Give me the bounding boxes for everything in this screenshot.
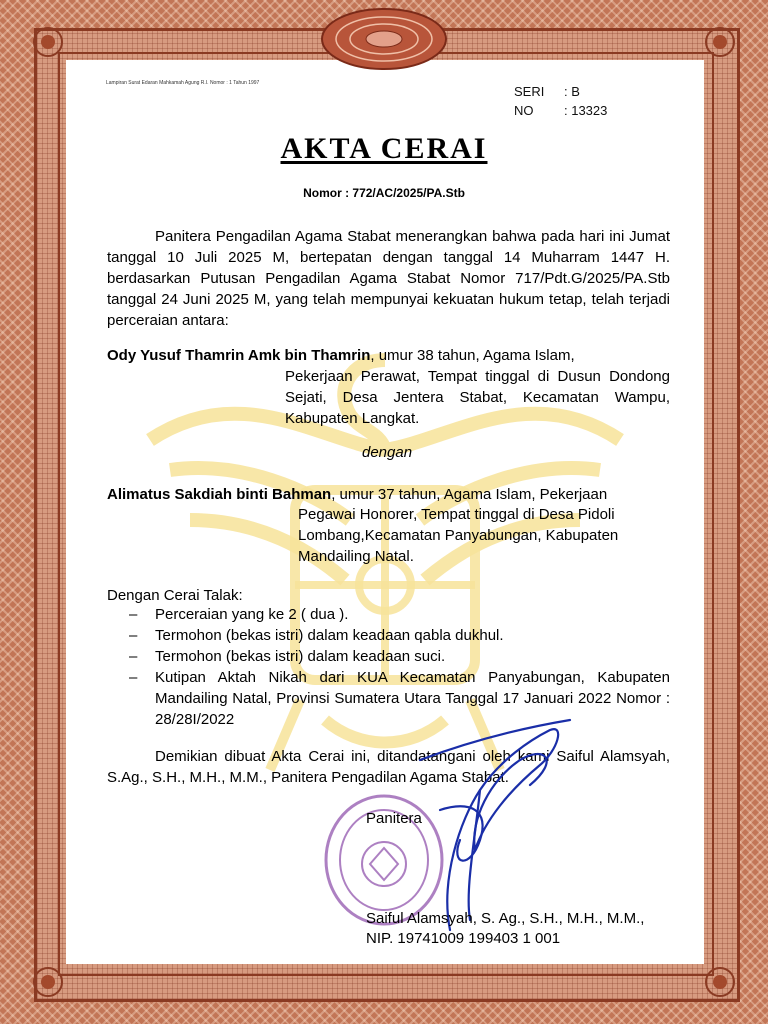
party1-line1: , umur 38 tahun, Agama Islam, — [370, 347, 575, 364]
list-item-text: Perceraian yang ke 2 ( dua ). — [155, 606, 349, 623]
closing-text: Demikian dibuat Akta Cerai ini, ditandatangani oleh kami Saiful Alamsyah, S.Ag., S.H., M.H., M.M., Panitera Pengadilan Agama Stabat. — [107, 748, 670, 786]
signer-title: Panitera — [366, 810, 422, 827]
list-item — [107, 646, 670, 667]
party1-name: Ody Yusuf Thamrin Amk bin Thamrin — [107, 347, 371, 364]
document-title — [0, 132, 768, 166]
list-item — [107, 604, 670, 625]
signer-nip: NIP. 19741009 199403 1 001 — [366, 930, 561, 947]
party2-line1: , umur 37 tahun, Agama Islam, Pekerjaan — [331, 486, 608, 503]
list-item-text: Termohon (bekas istri) dalam keadaan suci. — [155, 648, 446, 665]
rosette-ornament-icon — [318, 6, 450, 72]
serial-block — [514, 82, 607, 120]
party2-details: Pegawai Honorer, Tempat tinggal di Desa Pidoli Lombang,Kecamatan Panyabungan, Kabupaten Mandailing Natal. — [298, 506, 619, 565]
dash-bullet: – — [129, 606, 138, 623]
party2-line — [107, 484, 652, 505]
list-item — [107, 625, 670, 646]
signer-name: Saiful Alamsyah, S. Ag., S.H., M.H., M.M., — [366, 910, 645, 927]
handwritten-signature-icon — [380, 690, 580, 940]
cerai-heading: Dengan Cerai Talak: — [107, 587, 243, 604]
dash-bullet: – — [129, 627, 138, 644]
seri-label: SERI — [514, 84, 545, 99]
intro-paragraph — [107, 226, 670, 331]
no-label: NO — [514, 103, 534, 118]
no-value: : 13323 — [564, 103, 608, 118]
list-item-text: Termohon (bekas istri) dalam keadaan qabla dukhul. — [155, 627, 504, 644]
document-number: Nomor : 772/AC/2025/PA.Stb — [303, 186, 465, 200]
title-text: AKTA CERAI — [280, 132, 488, 165]
party1-details: Pekerjaan Perawat, Tempat tinggal di Dusun Dondong Sejati, Desa Jentera Stabat, Kecamatan Wampu, Kabupaten Langkat. — [285, 368, 670, 427]
party1-line — [107, 345, 670, 366]
intro-text: Panitera Pengadilan Agama Stabat menerangkan bahwa pada hari ini Jumat tanggal 10 Juli 2025 M, bertepatan dengan tanggal 14 Muharram 1447 H. berdasarkan Putusan Pengadilan Agama Stabat Nomor 717/Pdt.G/2025/PA.Stb tanggal 24 Juni 2025 M, yang telah mempunyai kekuatan hukum tetap, telah terjadi perceraian antara: — [107, 228, 670, 329]
dengan-text: dengan — [362, 444, 413, 461]
seri-value: : B — [564, 84, 580, 99]
party2-name: Alimatus Sakdiah binti Bahman — [107, 486, 332, 503]
list-item-text: Kutipan Aktah Nikah dari KUA Kecamatan Panyabungan, Kabupaten Mandailing Natal, Provinsi Sumatera Utara Tanggal 17 Januari 2022 Nomor : 28/28I/2022 — [155, 669, 670, 728]
legal-reference-note: Lampiran Surat Edaran Mahkamah Agung R.I. Nomor : 1 Tahun 1997 — [106, 80, 260, 86]
dash-bullet: – — [129, 648, 138, 665]
dash-bullet: – — [129, 669, 138, 686]
